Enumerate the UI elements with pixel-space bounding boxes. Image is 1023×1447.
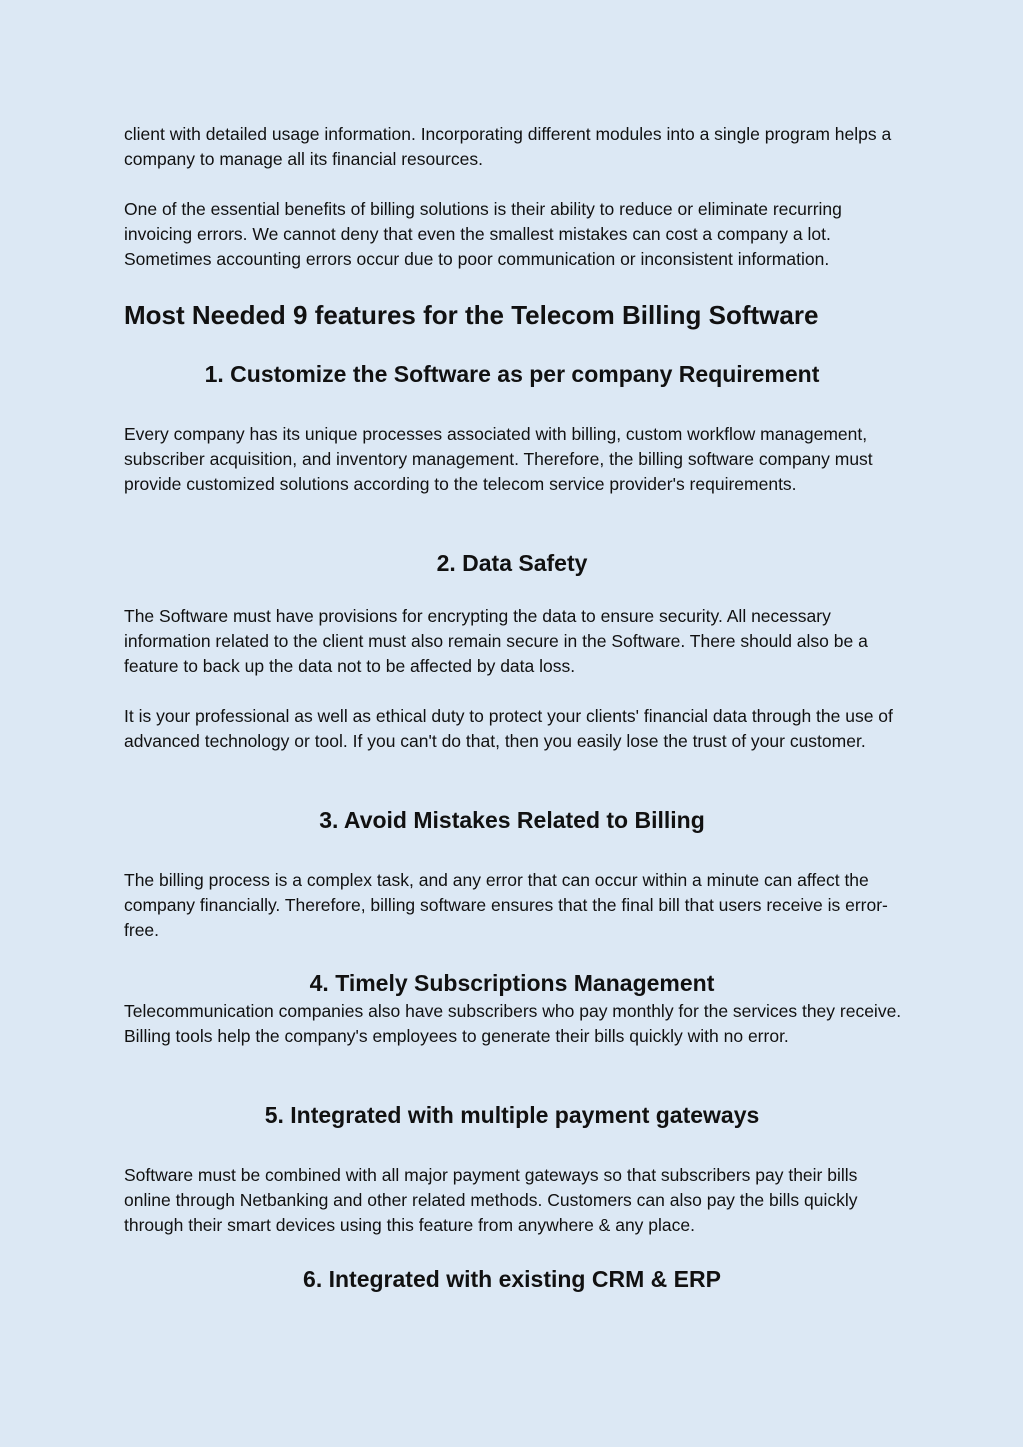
paragraph-payment-gateways: Software must be combined with all major payment gateways so that subscribers pay their bills online through Netbanking and other related methods. Customers can also pay the bills quickly through their smart devices using this feature from anywhere & any place. — [124, 1165, 858, 1235]
paragraph-customize: Every company has its unique processes associated with billing, custom workflow management, subscriber acquisition, and inventory management. Therefore, the billing software company must provide customized solutions according to the telecom service provider's requirements. — [124, 424, 873, 494]
main-heading: Most Needed 9 features for the Telecom Billing Software — [124, 300, 819, 330]
paragraph-avoid-mistakes: The billing process is a complex task, and any error that can occur within a minute can affect the company financially. Therefore, billing software ensures that the final bill that users receive is error-free. — [124, 870, 888, 940]
heading-feature-4: 4. Timely Subscriptions Management — [309, 970, 715, 996]
heading-feature-3: 3. Avoid Mistakes Related to Billing — [319, 807, 705, 833]
paragraph-data-safety-1: The Software must have provisions for encrypting the data to ensure security. All necessary information related to the client must also remain secure in the Software. There should also be a feature to back up the data not to be affected by data loss. — [124, 606, 868, 676]
paragraph-benefits: One of the essential benefits of billing solutions is their ability to reduce or eliminate recurring invoicing errors. We cannot deny that even the smallest mistakes can cost a company a lot. Sometimes accounting errors occur due to poor communication or inconsistent information. — [124, 199, 842, 269]
paragraph-subscriptions: Telecommunication companies also have subscribers who pay monthly for the services they receive. Billing tools help the company's employees to generate their bills quickly with no error. — [124, 1001, 902, 1046]
heading-feature-1: 1. Customize the Software as per company Requirement — [204, 361, 820, 387]
heading-feature-2: 2. Data Safety — [436, 550, 588, 576]
heading-feature-5: 5. Integrated with multiple payment gateways — [264, 1102, 760, 1128]
paragraph-data-safety-2: It is your professional as well as ethical duty to protect your clients' financial data through the use of advanced technology or tool. If you can't do that, then you easily lose the trust of your customer. — [124, 706, 893, 751]
paragraph-intro-continued: client with detailed usage information. Incorporating different modules into a single program helps a company to manage all its financial resources. — [124, 124, 892, 169]
heading-feature-6: 6. Integrated with existing CRM & ERP — [303, 1266, 721, 1292]
